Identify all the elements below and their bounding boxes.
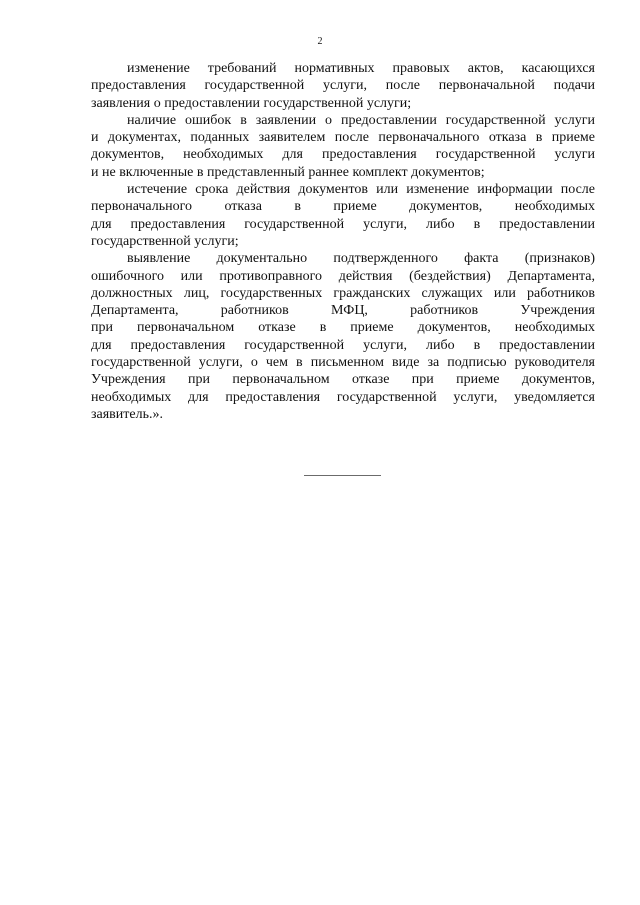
- text-line: государственной услуги, о чем в письменном виде за подписью руководителя: [91, 355, 595, 371]
- text-line: заявления о предоставлении государственной услуги;: [91, 95, 412, 111]
- text-line: и документах, поданных заявителем после первоначального отказа в приеме: [91, 130, 595, 146]
- document-body: [91, 60, 595, 423]
- text-line: выявление документально подтвержденного факта (признаков): [127, 251, 595, 267]
- paragraph-errors-in-application: [91, 112, 595, 181]
- text-line: для предоставления государственной услуги, либо в предоставлении: [91, 337, 595, 353]
- text-line: Департамента, работников МФЦ, работников Учреждения: [91, 303, 595, 319]
- text-line: должностных лиц, государственных гражданских служащих или работников: [91, 285, 595, 301]
- text-line: Учреждения при первоначальном отказе при приеме документов,: [91, 372, 595, 388]
- text-line: для предоставления государственной услуги, либо в предоставлении: [91, 216, 595, 232]
- text-line: ошибочного или противоправного действия (бездействия) Департамента,: [91, 268, 595, 284]
- text-line: заявитель.».: [91, 406, 163, 422]
- text-line: и не включенные в представленный раннее комплект документов;: [91, 164, 485, 180]
- text-line: истечение срока действия документов или изменение информации после: [127, 182, 595, 198]
- paragraph-erroneous-action: [91, 250, 595, 423]
- text-line: государственной услуги;: [91, 233, 239, 249]
- text-line: первоначального отказа в приеме документов, необходимых: [91, 199, 595, 215]
- text-line: изменение требований нормативных правовых актов, касающихся: [127, 61, 595, 76]
- text-line: наличие ошибок в заявлении о предоставлении государственной услуги: [127, 112, 595, 128]
- end-of-document-rule: [304, 475, 381, 476]
- paragraph-document-expiry: [91, 181, 595, 250]
- paragraph-requirements-change: [91, 60, 595, 112]
- page-number: 2: [317, 36, 323, 47]
- text-line: предоставления государственной услуги, после первоначальной подачи: [91, 78, 595, 94]
- text-line: необходимых для предоставления государственной услуги, уведомляется: [91, 389, 595, 405]
- text-line: при первоначальном отказе в приеме документов, необходимых: [91, 320, 595, 336]
- text-line: документов, необходимых для предоставления государственной услуги: [91, 147, 595, 163]
